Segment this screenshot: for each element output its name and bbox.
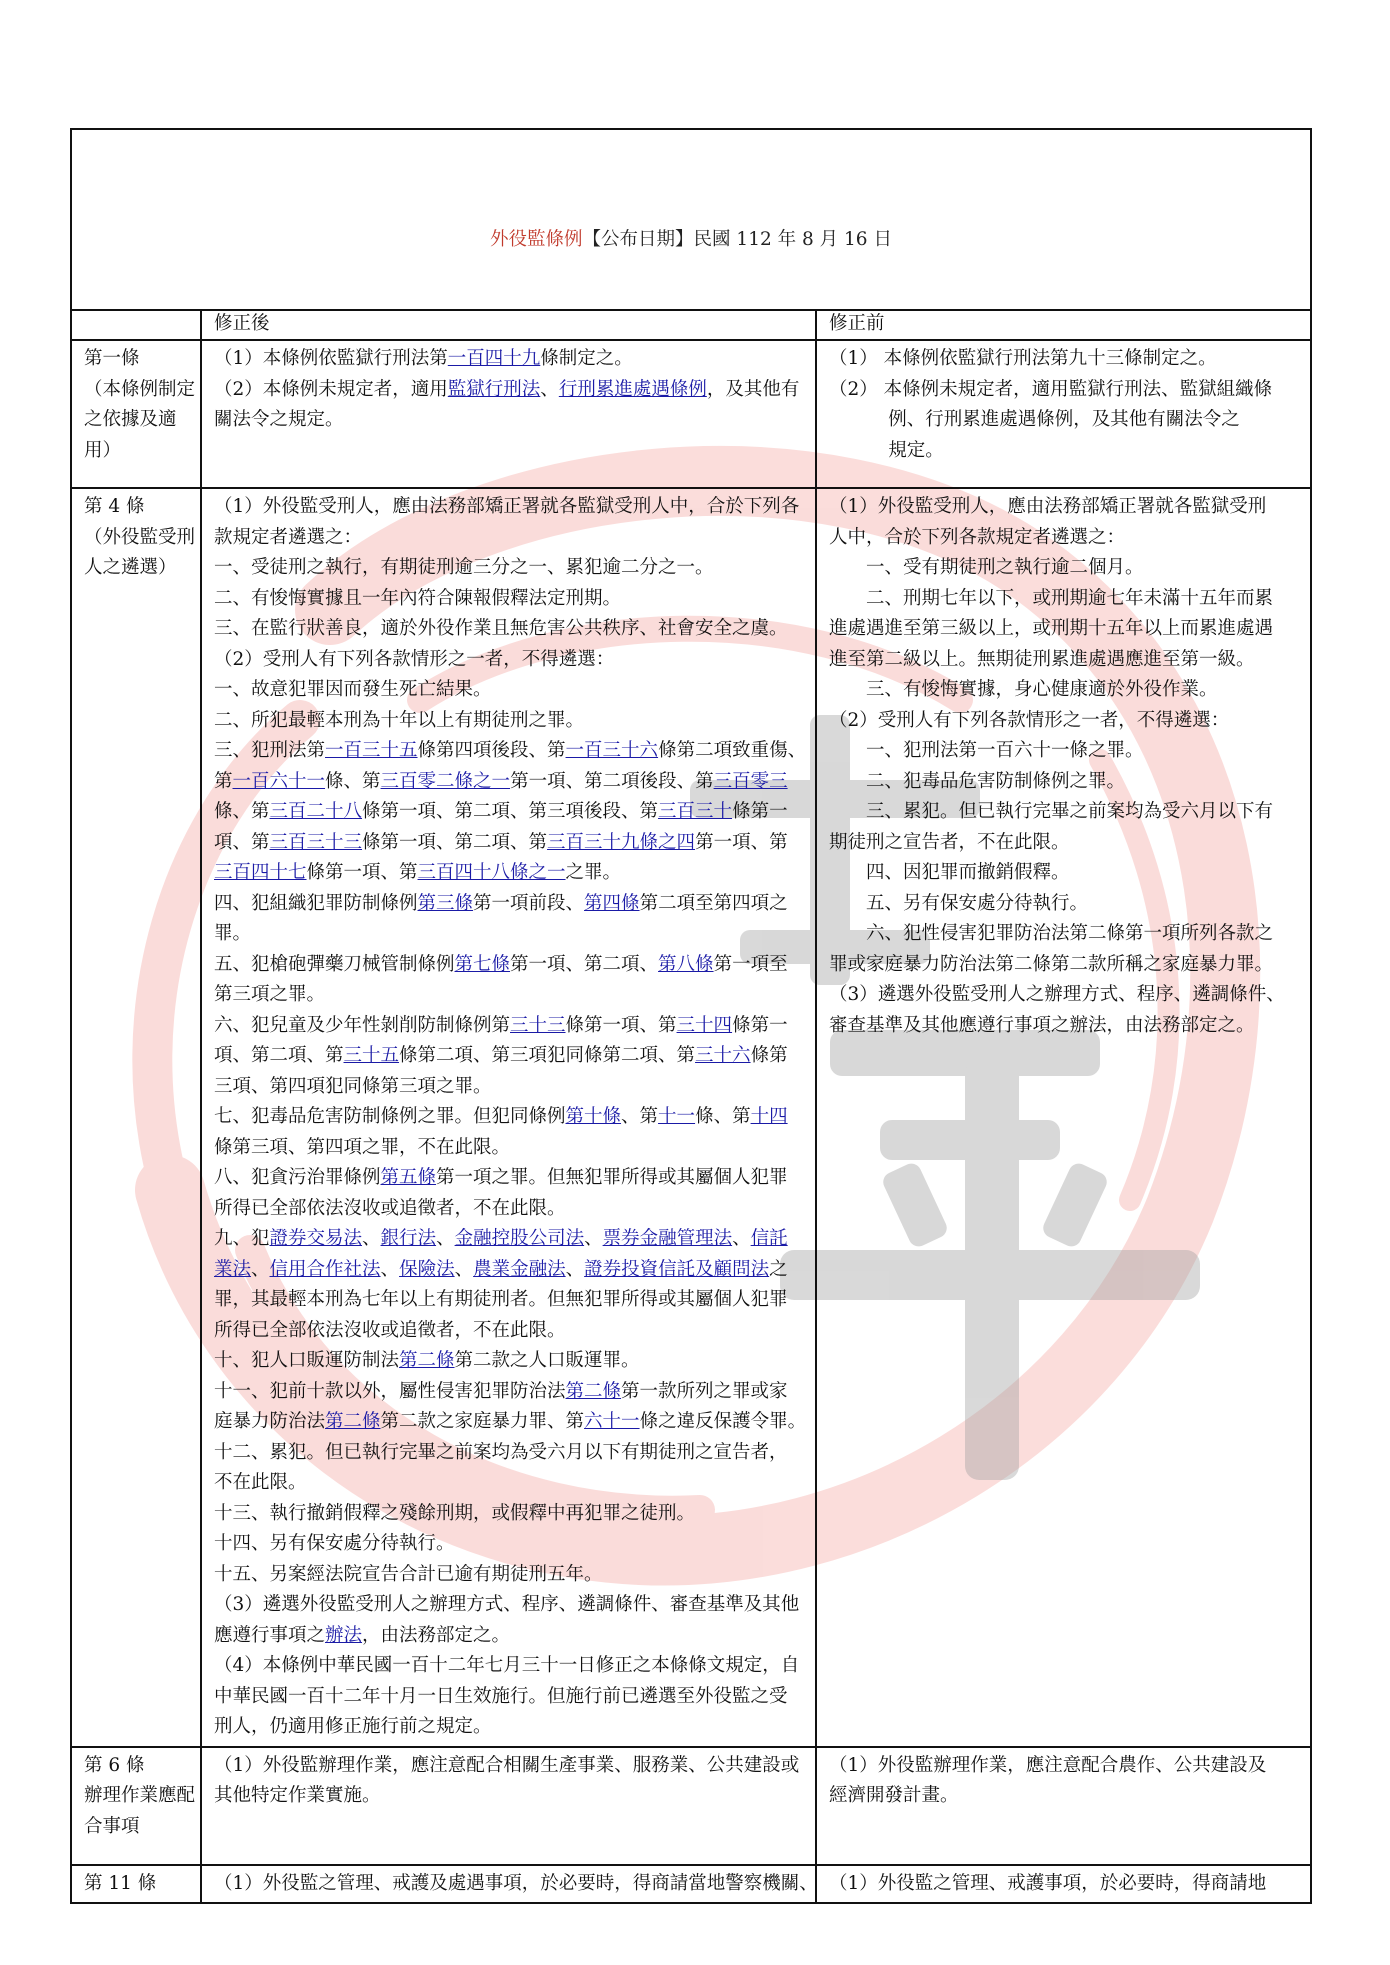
original-line — [829, 797, 1298, 828]
text-segment: （1）外役監受刑人，應由法務部矯正署就各監獄受刑人中，合於下列各 — [214, 496, 800, 517]
amended-line — [214, 1468, 803, 1499]
article-heading-line: 用） — [84, 439, 122, 461]
amended-line — [214, 1560, 803, 1591]
original-line — [829, 736, 1298, 767]
text-segment: 人中，合於下列各款規定者遴選之： — [829, 526, 1126, 548]
article-heading — [71, 1747, 201, 1865]
text-segment: 第一項至 — [713, 953, 788, 975]
text-segment: 、 — [454, 1258, 474, 1280]
text-segment: 十四、另有保安處分待執行。 — [214, 1533, 455, 1554]
statute-link[interactable]: 第二條 — [325, 1411, 381, 1432]
statute-link[interactable]: 第四條 — [584, 892, 640, 914]
text-segment: ，及其他有 — [706, 378, 800, 400]
amended-line — [214, 1621, 803, 1652]
amended-line — [214, 1011, 803, 1042]
text-segment: 、 — [380, 1258, 400, 1280]
text-segment: 九、犯 — [214, 1228, 270, 1249]
text-segment: 條第一項、第二項、第三項後段、第 — [362, 801, 659, 822]
article-heading-line: （本條例制定 — [84, 378, 196, 400]
article-row — [71, 1865, 1311, 1904]
text-segment: 條制定之。 — [540, 348, 633, 369]
original-text — [816, 1865, 1311, 1904]
text-segment: 不在此限。 — [214, 1472, 307, 1493]
text-segment: 條第一 — [732, 1014, 788, 1036]
text-segment: 六、犯性侵害犯罪防治法第二條第一項所列各款之 — [866, 923, 1274, 944]
article-row — [71, 340, 1311, 488]
statute-link[interactable]: 金融控股公司法 — [454, 1228, 585, 1249]
text-segment: 條之違反保護令罪。 — [639, 1411, 807, 1432]
original-line — [829, 980, 1298, 1011]
comparison-table — [70, 128, 1312, 1904]
text-segment: 條第一 — [732, 801, 788, 822]
amended-line — [214, 828, 803, 859]
original-line — [829, 344, 1298, 375]
amended-text — [201, 1747, 816, 1865]
text-segment: 二、所犯最輕本刑為十年以上有期徒刑之罪。 — [214, 709, 585, 731]
statute-link[interactable]: 三百零二條之一 — [380, 770, 511, 792]
original-line — [829, 1751, 1298, 1782]
text-segment: 第一款所列之罪或家 — [621, 1380, 788, 1402]
amended-line — [214, 1255, 803, 1286]
statute-link[interactable]: 行刑累進處遇條例 — [558, 378, 707, 400]
statute-link[interactable]: 第三條 — [417, 892, 474, 914]
text-segment: 中華民國一百十二年十月一日生效施行。但施行前已遴選至外役監之受 — [214, 1685, 788, 1707]
text-segment: 罪或家庭暴力防治法第二條第二款所稱之家庭暴力罪。 — [829, 953, 1274, 975]
text-segment: 刑人，仍適用修正施行前之規定。 — [214, 1716, 492, 1737]
text-segment: 十五、另案經法院宣告合計已逾有期徒刑五年。 — [214, 1563, 603, 1585]
text-segment: 三、有悛悔實據，身心健康適於外役作業。 — [866, 679, 1218, 700]
amended-text — [201, 1865, 816, 1904]
original-line — [829, 950, 1298, 981]
amended-line — [214, 1529, 803, 1560]
statute-link[interactable]: 一百六十一 — [232, 770, 326, 792]
amended-line — [214, 584, 803, 615]
text-segment: 條、第 — [325, 770, 381, 792]
text-segment: 所得已全部依法沒收或追徵者，不在此限。 — [214, 1319, 566, 1341]
text-segment: 三項、第四項犯同條第三項之罪。 — [214, 1075, 492, 1097]
column-header-after: 修正後 — [201, 310, 816, 340]
article-rows — [71, 340, 1311, 1903]
statute-link[interactable]: 一百四十九 — [447, 348, 541, 369]
amended-line — [214, 797, 803, 828]
statute-link[interactable]: 第二條 — [565, 1380, 622, 1402]
text-segment: （3）遴選外役監受刑人之辦理方式、程序、遴調條件、 — [829, 984, 1285, 1005]
amended-line — [214, 1346, 803, 1377]
amended-line — [214, 1682, 803, 1713]
amended-line — [214, 1285, 803, 1316]
statute-link[interactable]: 保險法 — [399, 1258, 455, 1280]
original-text — [816, 1747, 1311, 1865]
text-segment: 規定。 — [888, 439, 944, 461]
statute-link[interactable]: 第八條 — [658, 953, 714, 975]
text-segment: 一、受有期徒刑之執行逾二個月。 — [866, 557, 1144, 578]
text-segment: 條第一項、第 — [565, 1014, 677, 1036]
text-segment: 四、犯組織犯罪防制條例 — [214, 892, 418, 914]
article-row — [71, 488, 1311, 1747]
text-segment: 二、刑期七年以下，或刑期逾七年未滿十五年而累 — [866, 587, 1274, 609]
original-line — [829, 614, 1298, 645]
statute-link[interactable]: 信用合作社法 — [269, 1258, 381, 1280]
text-segment: 例、行刑累進處遇條例，及其他有關法令之 — [888, 409, 1240, 430]
text-segment: 、 — [584, 1228, 603, 1249]
statute-link[interactable]: 三百三十九條之四 — [547, 831, 696, 853]
article-heading-line: 第 11 條 — [84, 1872, 157, 1894]
article-heading — [71, 1865, 201, 1904]
original-line — [829, 889, 1298, 920]
amended-line — [214, 1377, 803, 1408]
law-name: 外役監條例 — [490, 228, 583, 250]
amended-line — [214, 1194, 803, 1225]
amended-line — [214, 919, 803, 950]
amended-line — [214, 1869, 818, 1900]
statute-link[interactable]: 證券交易法 — [269, 1228, 363, 1249]
amended-line — [214, 614, 803, 645]
text-segment: 進至第二級以上。無期徒刑累進處遇應進至第一級。 — [829, 648, 1255, 670]
text-segment: 項、第二項、第 — [214, 1045, 344, 1066]
original-text — [816, 488, 1311, 1747]
original-line — [829, 828, 1298, 859]
text-segment: 罪，其最輕本刑為七年以上有期徒刑者。但無犯罪所得或其屬個人犯罪 — [214, 1289, 788, 1310]
original-line — [829, 523, 1298, 554]
statute-link[interactable]: 十一 — [658, 1106, 696, 1127]
amended-line — [214, 1590, 803, 1621]
statute-link[interactable]: 三十五 — [343, 1045, 400, 1066]
text-segment: 五、犯槍砲彈藥刀械管制條例 — [214, 953, 455, 975]
article-heading-line: 第 4 條 — [84, 496, 145, 517]
statute-link[interactable]: 一百三十五 — [325, 740, 418, 761]
text-segment: 期徒刑之宣告者，不在此限。 — [829, 831, 1070, 853]
statute-link[interactable]: 三百三十三 — [269, 831, 363, 853]
text-segment: 其他特定作業實施。 — [214, 1785, 381, 1806]
text-segment: 三、在監行狀善良，適於外役作業且無危害公共秩序、社會安全之虞。 — [214, 618, 788, 639]
text-segment: 條第四項後段、第 — [417, 740, 566, 761]
text-segment: （1）外役監辦理作業，應注意配合農作、公共建設及 — [829, 1754, 1267, 1776]
amended-text — [201, 488, 816, 1747]
text-segment: 關法令之規定。 — [214, 409, 344, 430]
text-segment: 應遵行事項之 — [214, 1624, 326, 1646]
text-segment: 十三、執行撤銷假釋之殘餘刑期，或假釋中再犯罪之徒刑。 — [214, 1502, 696, 1524]
text-segment: 三、累犯。但已執行完畢之前案均為受六月以下有 — [866, 801, 1274, 822]
amended-line — [214, 1163, 803, 1194]
statute-link[interactable]: 六十一 — [584, 1411, 640, 1432]
statute-link[interactable]: 第二條 — [399, 1350, 455, 1371]
statute-link[interactable]: 信託 — [750, 1228, 788, 1249]
text-segment: 所得已全部依法沒收或追徵者，不在此限。 — [214, 1197, 566, 1219]
text-segment: 條第二項致重傷、 — [658, 740, 807, 761]
original-line — [829, 584, 1298, 615]
text-segment: 第一項、第 — [695, 831, 788, 853]
amended-line — [214, 1316, 803, 1347]
text-segment: 、 — [436, 1228, 455, 1249]
amended-line — [214, 980, 803, 1011]
original-line — [829, 675, 1298, 706]
text-segment: 第二項至第四項之 — [639, 892, 788, 914]
text-segment: 十、犯人口販運防制法 — [214, 1350, 400, 1371]
amended-line — [214, 1751, 803, 1782]
amended-line — [214, 889, 803, 920]
statute-link[interactable]: 一百三十六 — [565, 740, 659, 761]
amended-line — [214, 405, 803, 436]
text-segment: 第一項之罪。但無犯罪所得或其屬個人犯罪 — [436, 1167, 788, 1188]
column-header-row — [71, 310, 1311, 340]
original-line — [829, 436, 1298, 467]
text-segment: 、 — [251, 1258, 270, 1280]
original-line — [829, 1781, 1298, 1812]
text-segment: （4）本條例中華民國一百十二年七月三十一日修正之本條條文規定，自 — [214, 1655, 800, 1676]
statute-link[interactable]: 三百零三 — [713, 770, 788, 792]
amended-line — [214, 1499, 803, 1530]
statute-link[interactable]: 第七條 — [454, 953, 511, 975]
amended-line — [214, 553, 803, 584]
original-line — [829, 1011, 1298, 1042]
text-segment: 項、第 — [214, 831, 270, 853]
text-segment: 條第一項、第二項、第 — [362, 831, 548, 853]
text-segment: （1）外役監受刑人，應由法務部矯正署就各監獄受刑 — [829, 496, 1267, 517]
statute-link[interactable]: 辦法 — [325, 1624, 363, 1646]
article-heading — [71, 488, 201, 1747]
statute-link[interactable]: 監獄行刑法 — [447, 378, 541, 400]
text-segment: （1）本條例依監獄行刑法第 — [214, 348, 448, 369]
text-segment: （1）外役監之管理、戒護事項，於必要時，得商請地 — [829, 1872, 1267, 1894]
text-segment: 款規定者遴選之： — [214, 526, 363, 548]
text-segment: （2）本條例未規定者，適用 — [214, 378, 448, 400]
text-segment: 一、受徒刑之執行，有期徒刑逾三分之一、累犯逾二分之一。 — [214, 557, 714, 578]
text-segment: （2）受刑人有下列各款情形之一者，不得遴選： — [214, 648, 615, 670]
text-segment: 二、有悛悔實據且一年內符合陳報假釋法定刑期。 — [214, 587, 622, 609]
statute-link[interactable]: 第十條 — [565, 1106, 622, 1127]
original-line — [829, 919, 1298, 950]
amended-line — [214, 767, 803, 798]
text-segment: 四、因犯罪而撤銷假釋。 — [866, 862, 1070, 883]
text-segment: 八、犯貪污治罪條例 — [214, 1167, 381, 1188]
amended-text — [201, 340, 816, 488]
amended-line — [214, 1041, 803, 1072]
article-heading-line: 第一條 — [84, 348, 140, 369]
text-segment: 之 — [769, 1258, 788, 1280]
text-segment: 、 — [540, 378, 559, 400]
statute-link[interactable]: 三十四 — [676, 1014, 733, 1036]
promulgation-date: 【公布日期】民國 112 年 8 月 16 日 — [582, 228, 892, 250]
text-segment: （3）遴選外役監受刑人之辦理方式、程序、遴調條件、審查基準及其他 — [214, 1594, 800, 1615]
article-row — [71, 1747, 1311, 1865]
original-line — [829, 492, 1298, 523]
text-segment: 第三項之罪。 — [214, 984, 326, 1005]
statute-link[interactable]: 三百四十八條之一 — [417, 862, 566, 883]
amended-line — [214, 492, 803, 523]
amended-line — [214, 858, 803, 889]
statute-link[interactable]: 業法 — [214, 1258, 252, 1280]
amended-line — [214, 736, 807, 767]
statute-link[interactable]: 證券投資信託及顧問法 — [584, 1258, 770, 1280]
statute-link[interactable]: 三百三十 — [658, 801, 733, 822]
text-segment: 庭暴力防治法 — [214, 1411, 326, 1432]
original-line — [829, 858, 1298, 889]
text-segment: 進處遇進至第三級以上，或刑期十五年以上而累進處遇 — [829, 618, 1274, 639]
text-segment: 十一、犯前十款以外，屬性侵害犯罪防治法 — [214, 1380, 566, 1402]
text-segment: 經濟開發計畫。 — [829, 1785, 959, 1806]
statute-link[interactable]: 十四 — [750, 1106, 788, 1127]
text-segment: 條、第 — [214, 801, 270, 822]
text-segment: （2）受刑人有下列各款情形之一者，不得遴選： — [829, 709, 1230, 731]
amended-line — [214, 1102, 803, 1133]
statute-link[interactable]: 第五條 — [380, 1167, 437, 1188]
text-segment: 條第三項、第四項之罪，不在此限。 — [214, 1136, 511, 1158]
text-segment: 二、犯毒品危害防制條例之罪。 — [866, 770, 1126, 792]
text-segment: ，由法務部定之。 — [362, 1624, 511, 1646]
text-segment: （1） 本條例依監獄行刑法第九十三條制定之。 — [829, 348, 1217, 369]
statute-link[interactable]: 銀行法 — [380, 1228, 437, 1249]
text-segment: 條第 — [750, 1045, 788, 1066]
text-segment: 三、犯刑法第 — [214, 740, 326, 761]
article-heading-line: 之依據及適 — [84, 409, 177, 430]
text-segment: 五、另有保安處分待執行。 — [866, 892, 1089, 914]
original-line — [829, 553, 1298, 584]
text-segment: 七、犯毒品危害防制條例之罪。但犯同條例 — [214, 1106, 566, 1127]
text-segment: （1）外役監之管理、戒護及處遇事項，於必要時，得商請當地警察機關、 — [214, 1872, 818, 1894]
amended-line — [214, 1781, 803, 1812]
original-line — [829, 767, 1298, 798]
column-header-blank — [71, 310, 201, 340]
text-segment: 第一項前段、 — [473, 892, 585, 914]
text-segment: 審查基準及其他應遵行事項之辦法，由法務部定之。 — [829, 1014, 1255, 1036]
article-heading-line: 第 6 條 — [84, 1754, 145, 1776]
article-heading-line: （外役監受刑 — [84, 526, 196, 548]
article-heading-line: 合事項 — [84, 1815, 140, 1837]
amended-line — [214, 645, 803, 676]
text-segment: 第一項、第二項後段、第 — [510, 770, 714, 792]
original-line — [829, 1869, 1298, 1900]
amended-line — [214, 1712, 803, 1743]
original-line — [829, 405, 1298, 436]
text-segment: 之罪。 — [565, 862, 622, 883]
text-segment: 條第二項、第三項犯同條第二項、第 — [399, 1045, 696, 1066]
text-segment: 、 — [362, 1228, 381, 1249]
statute-link[interactable]: 三百二十八 — [269, 801, 363, 822]
amended-line — [214, 1072, 803, 1103]
text-segment: 條第一項、第 — [306, 862, 418, 883]
column-header-before: 修正前 — [816, 310, 1311, 340]
amended-line — [214, 375, 803, 406]
statute-link[interactable]: 票券金融管理法 — [602, 1228, 733, 1249]
article-heading-line: 人之遴選） — [84, 557, 177, 578]
amended-line — [214, 675, 803, 706]
document-title — [71, 129, 1311, 310]
statute-link[interactable]: 三十三 — [510, 1014, 566, 1036]
original-line — [829, 706, 1298, 737]
text-segment: 第二款之人口販運罪。 — [454, 1350, 640, 1371]
article-heading-line: 辦理作業應配 — [84, 1785, 196, 1806]
statute-link[interactable]: 農業金融法 — [473, 1258, 566, 1280]
amended-line — [214, 1407, 807, 1438]
amended-line — [214, 1133, 803, 1164]
statute-link[interactable]: 三十六 — [695, 1045, 751, 1066]
amended-line — [214, 523, 803, 554]
amended-line — [214, 706, 803, 737]
text-segment: （1）外役監辦理作業，應注意配合相關生產事業、服務業、公共建設或 — [214, 1754, 800, 1776]
text-segment: 條、第 — [695, 1106, 751, 1127]
text-segment: 六、犯兒童及少年性剝削防制條例第 — [214, 1014, 511, 1036]
amended-line — [214, 1224, 803, 1255]
text-segment: 一、故意犯罪因而發生死亡結果。 — [214, 679, 492, 700]
amended-line — [214, 950, 803, 981]
text-segment: 、第 — [621, 1106, 659, 1127]
amended-line — [214, 1438, 803, 1469]
article-heading — [71, 340, 201, 488]
statute-link[interactable]: 三百四十七 — [214, 862, 307, 883]
text-segment: （2） 本條例未規定者，適用監獄行刑法、監獄組織條 — [829, 378, 1273, 400]
text-segment: 第一項、第二項、 — [510, 953, 659, 975]
text-segment: 罪。 — [214, 923, 252, 944]
text-segment: 第 — [214, 770, 233, 792]
amended-line — [214, 1651, 803, 1682]
original-text — [816, 340, 1311, 488]
text-segment: 、 — [732, 1228, 751, 1249]
amended-line — [214, 344, 803, 375]
text-segment: 、 — [565, 1258, 585, 1280]
text-segment: 一、犯刑法第一百六十一條之罪。 — [866, 740, 1144, 761]
text-segment: 十二、累犯。但已執行完畢之前案均為受六月以下有期徒刑之宣告者， — [214, 1441, 788, 1463]
original-line — [829, 645, 1298, 676]
text-segment: 第二款之家庭暴力罪、第 — [380, 1411, 585, 1432]
original-line — [829, 375, 1298, 406]
